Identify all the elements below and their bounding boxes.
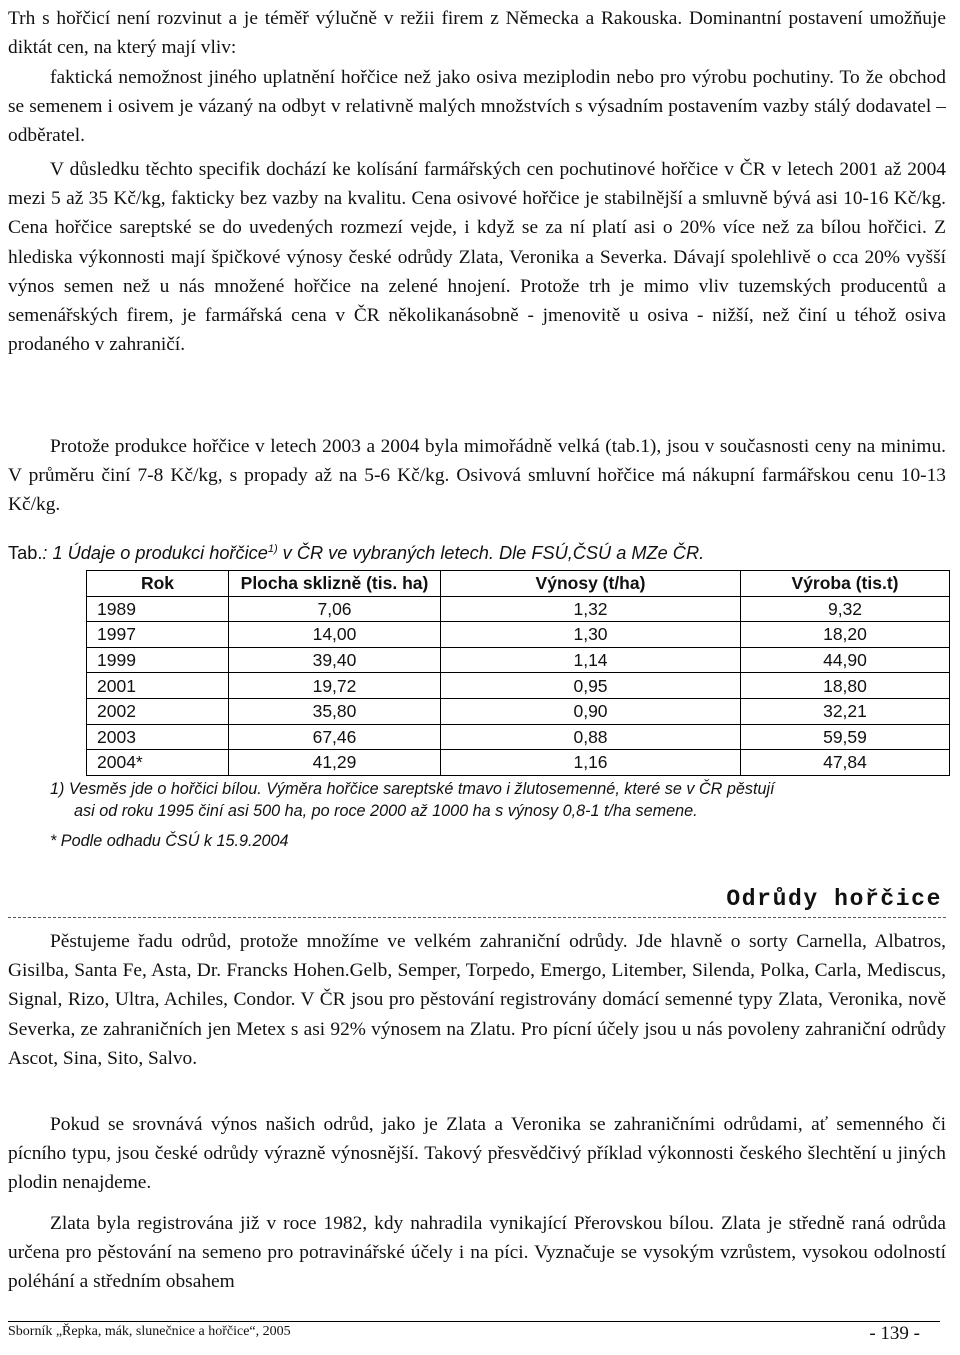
cell-production: 44,90: [741, 647, 950, 673]
table-caption-lead: Tab.: [8, 543, 43, 563]
cell-yield: 1,14: [441, 647, 741, 673]
cell-yield: 0,90: [441, 698, 741, 724]
header-year: Rok: [87, 571, 229, 597]
cell-year: 2004*: [87, 750, 229, 776]
table-header-row: [87, 571, 950, 597]
section-title: Odrůdy hořčice: [726, 886, 942, 912]
table-caption-tail: v ČR ve vybraných letech. Dle FSÚ,ČSÚ a MZe ČR.: [277, 543, 705, 563]
cell-production: 18,20: [741, 622, 950, 648]
cell-year: 2001: [87, 673, 229, 699]
cell-year: 1999: [87, 647, 229, 673]
cell-area: 39,40: [229, 647, 441, 673]
cell-production: 9,32: [741, 596, 950, 622]
table-caption: [8, 537, 948, 565]
cell-year: 1989: [87, 596, 229, 622]
production-table: [86, 570, 950, 776]
header-production: Výroba (tis.t): [741, 571, 950, 597]
table-caption-sup: 1): [267, 543, 278, 555]
cell-year: 2002: [87, 698, 229, 724]
cell-yield: 0,88: [441, 724, 741, 750]
current-prices-paragraph: Protože produkce hořčice v letech 2003 a 2004 byla mimořádně velká (tab.1), jsou v současnosti ceny na minimu. V průměru činí 7-8 Kč/kg, s propady až na 5-6 Kč/kg. Osivová smluvní hořčice má nákupní farmářskou cenu 10-13 Kč/kg.: [8, 436, 946, 516]
cell-area: 14,00: [229, 622, 441, 648]
cell-year: 2003: [87, 724, 229, 750]
header-area: Plocha sklizně (tis. ha): [229, 571, 441, 597]
table-row: [87, 724, 950, 750]
table-footnote-1-line2: asi od roku 1995 činí asi 500 ha, po roce 2000 až 1000 ha s výnosy 0,8-1 t/ha semene.: [74, 802, 698, 820]
section-divider: [8, 917, 946, 918]
comparison-paragraph: Pokud se srovnává výnos našich odrůd, jako je Zlata a Veronika se zahraničními odrůdami, ať semenného či pícního typu, jsou české odrůdy výrazně výnosnější. Takový přesvědčivý příklad výkonnosti českého šlechtění u jiných plodin nenajdeme.: [8, 1114, 946, 1194]
footer-divider: [8, 1321, 940, 1322]
cell-yield: 0,95: [441, 673, 741, 699]
cell-area: 67,46: [229, 724, 441, 750]
cell-production: 47,84: [741, 750, 950, 776]
table-row: [87, 596, 950, 622]
cell-production: 59,59: [741, 724, 950, 750]
cell-area: 41,29: [229, 750, 441, 776]
cell-yield: 1,32: [441, 596, 741, 622]
page-number: - 139 -: [869, 1323, 920, 1344]
cell-production: 32,21: [741, 698, 950, 724]
table-row: [87, 622, 950, 648]
footer-source: Sborník „Řepka, mák, slunečnice a hořčice“, 2005: [8, 1324, 291, 1339]
prices-paragraph: V důsledku těchto specifik dochází ke kolísání farmářských cen pochutinové hořčice v ČR v letech 2001 až 2004 mezi 5 až 35 Kč/kg, fakticky bez vazby na kvalitu. Cena osivové hořčice je stabilnější a smluvně bývá asi 10-16 Kč/kg. Cena hořčice sareptské se do uvedených rozmezí vejde, i když se za ní platí asi o 20% více než za bílou hořčici. Z hlediska výkonnosti mají špičkové výnosy české odrůdy Zlata, Veronika a Severka. Dávají spolehlivě o cca 20% vyšší výnos semen než u nás množené hořčice na zelené hnojení. Protože trh je mimo vliv tuzemských producentů a semenářských firem, je farmářská cena v ČR několikanásobně - jmenovitě u osiva - nižší, než činí u téhož osiva prodaného v zahraničí.: [8, 159, 946, 356]
cell-production: 18,80: [741, 673, 950, 699]
cell-area: 19,72: [229, 673, 441, 699]
table-row: [87, 698, 950, 724]
intro-paragraph: Trh s hořčicí není rozvinut a je téměř výlučně v režii firem z Německa a Rakouska. Dominantní postavení umožňuje diktát cen, na který mají vliv:: [8, 8, 946, 59]
market-factors-paragraph: faktická nemožnost jiného uplatnění hořčice než jako osiva meziplodin nebo pro výrobu pochutiny. To že obchod se semenem i osivem je vázaný na odbyt v relativně malých množstvích s výsadním postavením vazby stálý dodavatel – odběratel.: [8, 67, 946, 147]
cell-yield: 1,30: [441, 622, 741, 648]
cell-year: 1997: [87, 622, 229, 648]
cell-area: 35,80: [229, 698, 441, 724]
table-footnote-1-line1: 1) Vesměs jde o hořčici bílou. Výměra hořčice sareptské tmavo i žlutosemenné, které se v ČR pěstují: [50, 780, 775, 798]
header-yield: Výnosy (t/ha): [441, 571, 741, 597]
table-row: [87, 647, 950, 673]
cell-yield: 1,16: [441, 750, 741, 776]
zlata-paragraph: Zlata byla registrována již v roce 1982, kdy nahradila vynikající Přerovskou bílou. Zlata je středně raná odrůda určena pro pěstování na semeno pro potravinářské účely i na píci. Vyznačuje se vysokým vzrůstem, vysokou odolností poléhání a středním obsahem: [8, 1213, 946, 1293]
table-footnote-2: * Podle odhadu ČSÚ k 15.9.2004: [50, 832, 289, 850]
table-footnote-1: [50, 778, 930, 822]
table-row: [87, 750, 950, 776]
varieties-paragraph: Pěstujeme řadu odrůd, protože množíme ve velkém zahraniční odrůdy. Jde hlavně o sorty Carnella, Albatros, Gisilba, Santa Fe, Asta, Dr. Francks Hohen.Gelb, Semper, Torpedo, Emergo, Litember, Silenda, Polka, Carla, Mediscus, Signal, Rizo, Ultra, Achiles, Condor. V ČR jsou pro pěstování registrovány domácí semenné typy Zlata, Veronika, nově Severka, ze zahraničních jen Metex s asi 92% výnosem na Zlatu. Pro pícní účely jsou u nás povoleny zahraniční odrůdy Ascot, Sina, Sito, Salvo.: [8, 931, 946, 1069]
table-row: [87, 673, 950, 699]
cell-area: 7,06: [229, 596, 441, 622]
table-caption-text: : 1 Údaje o produkci hořčice: [42, 543, 268, 563]
